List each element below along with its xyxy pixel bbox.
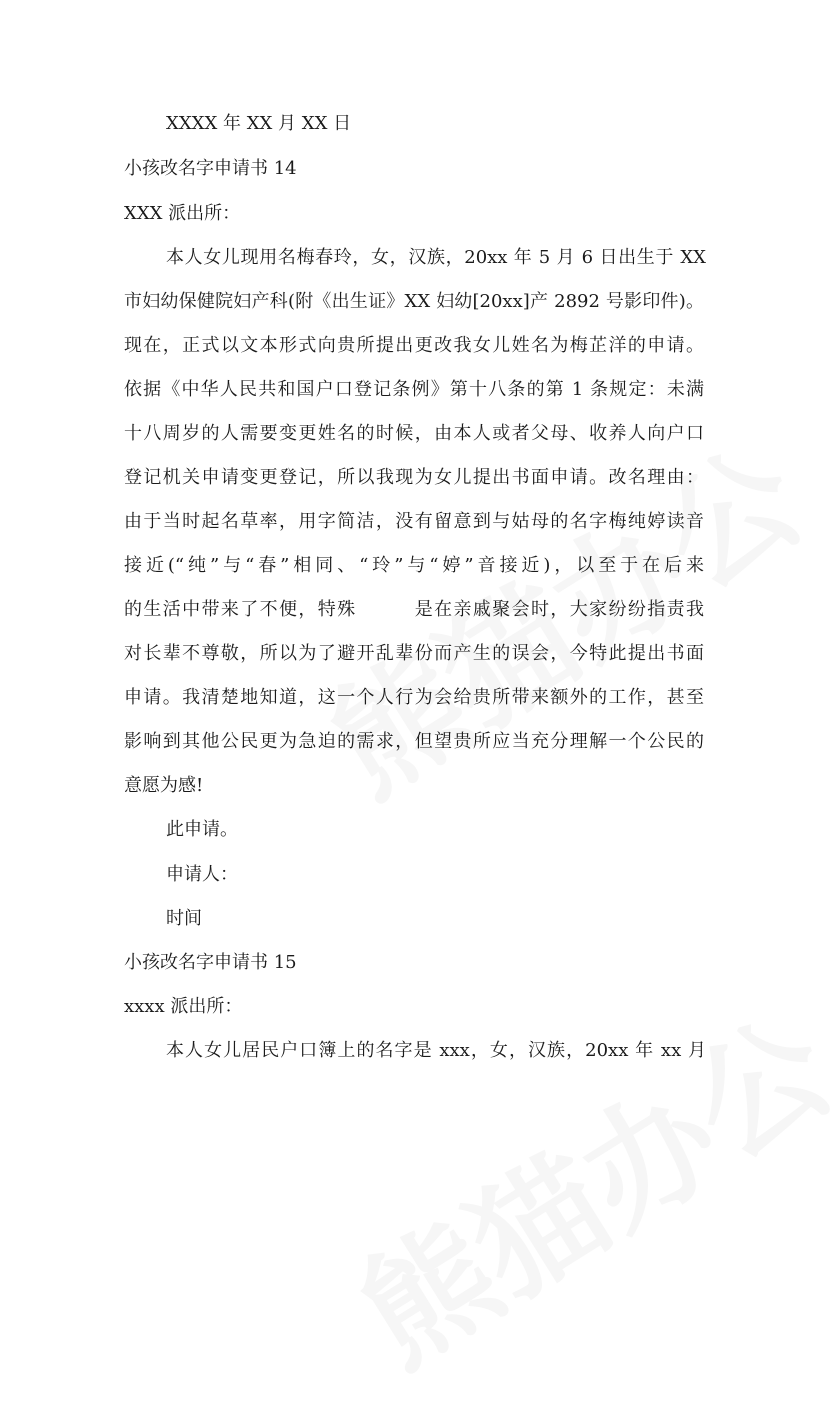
- body-line: 依据《中华人民共和国户口登记条例》第十八条的第 1 条规定：未满: [124, 379, 704, 400]
- body-line: 接近(“纯”与“春”相同、“玲”与“婷”音接近)，以至于在后来: [124, 555, 704, 576]
- body-line: 现在，正式以文本形式向贵所提出更改我女儿姓名为梅芷洋的申请。: [124, 335, 704, 356]
- section-title-14: 小孩改名字申请书 14: [124, 158, 297, 179]
- watermark: [320, 966, 830, 1400]
- closing-line: 此申请。: [166, 819, 238, 840]
- body-line: 由于当时起名草率，用字简洁，没有留意到与姑母的名字梅纯婷读音: [124, 511, 704, 532]
- body-line: 的生活中带来了不便，特殊 是在亲戚聚会时，大家纷纷指责我: [124, 599, 704, 620]
- body-line: 十八周岁的人需要变更姓名的时候，由本人或者父母、收养人向户口: [124, 423, 704, 444]
- salutation: XXX 派出所：: [124, 203, 241, 224]
- body-line: 本人女儿居民户口簿上的名字是 xxx，女，汉族，20xx 年 xx 月: [166, 1040, 706, 1061]
- section-title-15: 小孩改名字申请书 15: [124, 952, 297, 973]
- applicant-label: 申请人：: [166, 864, 238, 885]
- date-line: XXXX 年 XX 月 XX 日: [166, 113, 352, 134]
- body-line: 市妇幼保健院妇产科(附《出生证》XX 妇幼[20xx]产 2892 号影印件)。: [124, 291, 704, 312]
- body-line: 意愿为感!: [124, 775, 204, 796]
- body-line: 影响到其他公民更为急迫的需求，但望贵所应当充分理解一个公民的: [124, 731, 704, 752]
- body-line: 登记机关申请变更登记，所以我现为女儿提出书面申请。改名理由：: [124, 467, 704, 488]
- body-line: 对长辈不尊敬，所以为了避开乱辈份而产生的误会，今特此提出书面: [124, 643, 704, 664]
- time-label: 时间: [166, 908, 202, 929]
- body-line: 申请。我清楚地知道，这一个人行为会给贵所带来额外的工作，甚至: [124, 687, 704, 708]
- body-line: 本人女儿现用名梅春玲，女，汉族，20xx 年 5 月 6 日出生于 XX: [166, 247, 706, 268]
- salutation: xxxx 派出所：: [124, 996, 243, 1017]
